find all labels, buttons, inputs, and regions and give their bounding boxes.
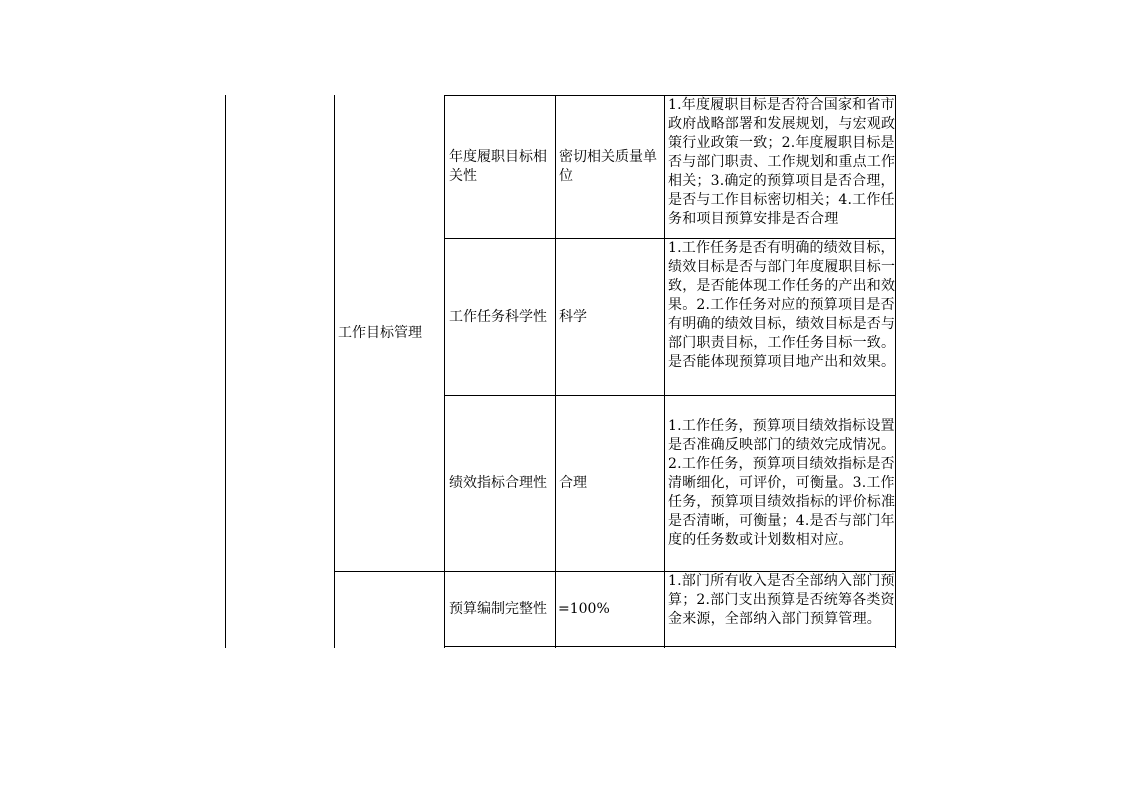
indicator-cell — [449, 572, 553, 646]
category-cell — [338, 96, 442, 571]
description-text: 1.年度履职目标是否符合国家和省市政府战略部署和发展规划，与宏观政策行业政策一致；2.年度履职目标是否与部门职责、工作规划和重点工作相关；3.确定的预算项目是否合理，是否与工作目标密切相关；4.工作任务和项目预算安排是否合理 — [668, 97, 896, 227]
standard-cell — [559, 239, 663, 395]
standard-cell — [559, 396, 663, 571]
column-divider — [444, 95, 445, 648]
column-divider — [334, 95, 335, 648]
standard-label: 合理 — [559, 475, 587, 491]
indicator-label: 绩效指标合理性 — [449, 475, 547, 491]
column-divider — [225, 95, 226, 648]
table-bottom-border — [444, 646, 896, 647]
description-text: 1.工作任务，预算项目绩效指标设置是否准确反映部门的绩效完成情况。2.工作任务，预算项目绩效指标是否清晰细化，可评价，可衡量。3.工作任务，预算项目绩效指标的评价标准是否清晰，可衡量；4.是否与部门年度的任务数或计划数相对应。 — [668, 418, 896, 548]
standard-label: =100% — [558, 600, 610, 617]
standard-label: 科学 — [559, 308, 587, 325]
indicator-cell — [449, 96, 553, 238]
description-cell — [668, 396, 896, 571]
indicator-cell — [449, 396, 553, 571]
indicator-label: 年度履职目标相关性 — [449, 149, 547, 184]
standard-cell — [559, 96, 663, 238]
description-cell — [668, 239, 896, 395]
category-label: 工作目标管理 — [338, 325, 422, 341]
description-text: 1.工作任务是否有明确的绩效目标，绩效目标是否与部门年度履职目标一致，是否能体现工作任务的产出和效果。2.工作任务对应的预算项目是否有明确的绩效目标，绩效目标是否与部门职责目标，工作任务目标一致。是否能体现预算项目地产出和效果。 — [668, 240, 896, 370]
indicator-label: 工作任务科学性 — [449, 308, 547, 325]
indicator-cell — [449, 239, 553, 395]
indicator-label: 预算编制完整性 — [449, 600, 547, 617]
column-divider — [555, 95, 556, 648]
column-divider — [664, 95, 665, 648]
description-cell — [668, 572, 896, 646]
description-cell — [668, 96, 896, 238]
standard-label: 密切相关质量单位 — [559, 149, 657, 184]
description-text: 1.部门所有收入是否全部纳入部门预算；2.部门支出预算是否统筹各类资金来源，全部纳入部门预算管理。 — [668, 573, 895, 627]
standard-cell — [558, 572, 662, 646]
